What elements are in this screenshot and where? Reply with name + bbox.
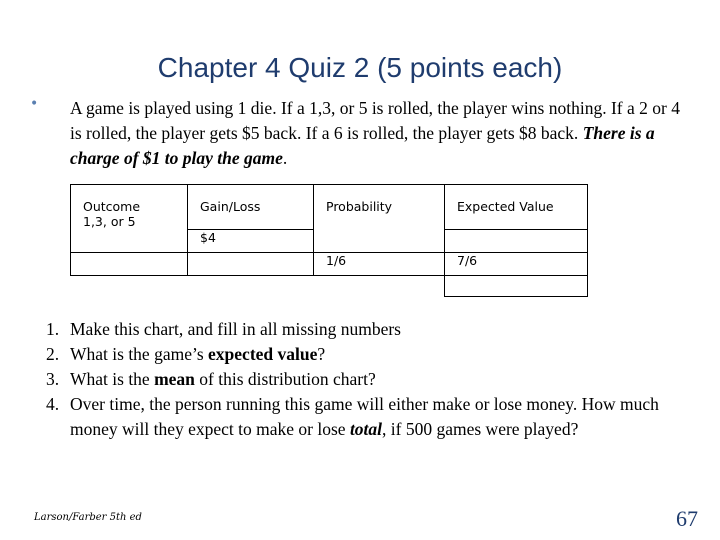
table-row — [71, 275, 588, 296]
question-item: 2. What is the game’s expected value? — [46, 342, 696, 367]
header-gain-loss: Gain/Loss — [188, 185, 314, 230]
slide-title: Chapter 4 Quiz 2 (5 points each) — [157, 52, 563, 83]
question-number: 2. — [46, 344, 60, 364]
cell-outcome-1: 1,3, or 5 — [83, 214, 136, 229]
table-cell — [445, 229, 588, 252]
question-number: 1. — [46, 319, 60, 339]
header-probability: Probability — [314, 185, 445, 230]
table-cell — [71, 275, 188, 296]
table-cell — [314, 229, 445, 252]
question-number: 3. — [46, 369, 60, 389]
problem-text-plain: A game is played using 1 die. If a 1,3, or 5 is rolled, the player wins nothing. If a 2 or 4 is rolled, the player gets $5 back. If a 6 is rolled, the player gets $8 back. — [70, 98, 680, 143]
table-cell: 7/6 — [445, 252, 588, 275]
problem-text — [70, 96, 690, 171]
problem-text-emphasis: There is a charge of $1 to play the game — [70, 123, 655, 168]
table-row — [71, 252, 588, 275]
table-cell — [71, 252, 188, 275]
header-expected-value: Expected Value — [445, 185, 588, 230]
table-cell — [314, 275, 445, 296]
page-number: 67 — [676, 506, 698, 531]
table-cell: 1/6 — [314, 252, 445, 275]
bullet-icon: • — [30, 96, 39, 112]
question-number: 4. — [46, 394, 60, 414]
problem-text-end: . — [282, 148, 288, 168]
table-cell: $4 — [188, 229, 314, 252]
question-item: 3. What is the mean of this distribution chart? — [46, 367, 696, 392]
table-cell — [445, 275, 588, 296]
table-row — [71, 185, 588, 230]
table-cell — [71, 229, 188, 252]
question-item: 4. Over time, the person running this game will either make or lose money. How much money will they expect to make or lose total, if 500 games were played? — [46, 394, 659, 439]
table-row — [71, 229, 588, 252]
question-item: 1. Make this chart, and fill in all missing numbers — [46, 317, 696, 342]
header-outcome: Outcome 1,3, or 5 — [71, 185, 188, 230]
table-cell — [188, 275, 314, 296]
table-cell — [188, 252, 314, 275]
question-list — [46, 317, 696, 442]
probability-table — [70, 184, 588, 297]
footer-citation: Larson/Farber 5th ed — [34, 512, 142, 523]
